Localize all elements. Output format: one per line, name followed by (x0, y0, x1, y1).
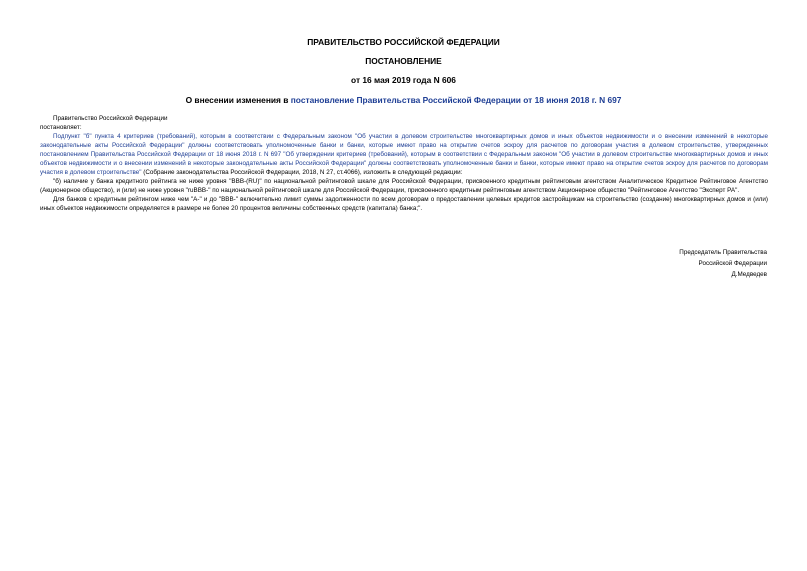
amendment-link[interactable]: Подпункт "б" пункта 4 критериев (требований), которым в соответствии с Федеральным законом "Об участии в долевом строительстве многоквартирных домов и иных объектов недвижимости и о внесении изменений в некоторые законодательные акты Российской Федерации" должны соответствовать уполномоченные банки и банки, которые имеют право на открытие счетов эскроу для расчетов по договорам участия в долевом строительстве, утвержденных постановлением Правительства Российской Федерации от 18 июня 2018 г. N 697 "Об утверждении критериев (требований), которым в соответствии с Федеральным законом "Об участии в долевом строительстве многоквартирных домов и иных объектов недвижимости и о внесении изменений в некоторые законодательные акты Российской Федерации" должны соответствовать уполномоченные банки и банки, которые имеют право на открытие счетов эскроу для расчетов по договорам участия в долевом строительстве" (40, 133, 768, 177)
signature-name: Д.Медведев (731, 270, 767, 278)
amended-resolution-link[interactable]: постановление Правительства Российской Федерации от 18 июня 2018 г. N 697 (290, 95, 622, 105)
signature-organization: Российской Федерации (698, 259, 767, 267)
document-body (40, 114, 768, 214)
title-prefix: О внесении изменения в (185, 95, 291, 105)
amendment-paragraph (40, 132, 768, 177)
signature-title: Председатель Правительства (679, 249, 767, 256)
government-line: Правительство Российской Федерации (53, 115, 168, 122)
amendment-tail: (Собрание законодательства Российской Федерации, 2018, N 27, ст.4066), изложить в следующей редакции: (141, 169, 463, 177)
decides-line: постановляет: (40, 124, 82, 132)
document-title (0, 95, 807, 105)
signature-block (679, 248, 767, 280)
document-type-heading: ПОСТАНОВЛЕНИЕ (365, 56, 442, 66)
date-number-heading: от 16 мая 2019 года N 606 (351, 75, 456, 85)
limit-paragraph: Для банков с кредитным рейтингом ниже чем "А-" и до "BBB-" включительно лимит суммы задолженности по всем договорам о предоставлении целевых кредитов застройщикам на строительство (создание) многоквартирных домов и (или) иных объектов недвижимости определяется в размере не более 20 процентов величины собственных средств (капитала) банка;". (40, 196, 768, 213)
subparagraph-b: "б) наличие у банка кредитного рейтинга не ниже уровня "BBB-(RU)" по национальной рейтинговой шкале для Российской Федерации, присвоенного кредитным рейтинговым агентством Аналитическое Кредитное Рейтинговое Агентство (Акционерное общество), и (или) не ниже уровня "ruBBB-" по национальной рейтинговой шкале для Российской Федерации, присвоенного кредитным рейтинговым агентством Акционерное общество "Рейтинговое Агентство "Эксперт РА". (40, 178, 768, 195)
government-heading: ПРАВИТЕЛЬСТВО РОССИЙСКОЙ ФЕДЕРАЦИИ (307, 37, 500, 47)
